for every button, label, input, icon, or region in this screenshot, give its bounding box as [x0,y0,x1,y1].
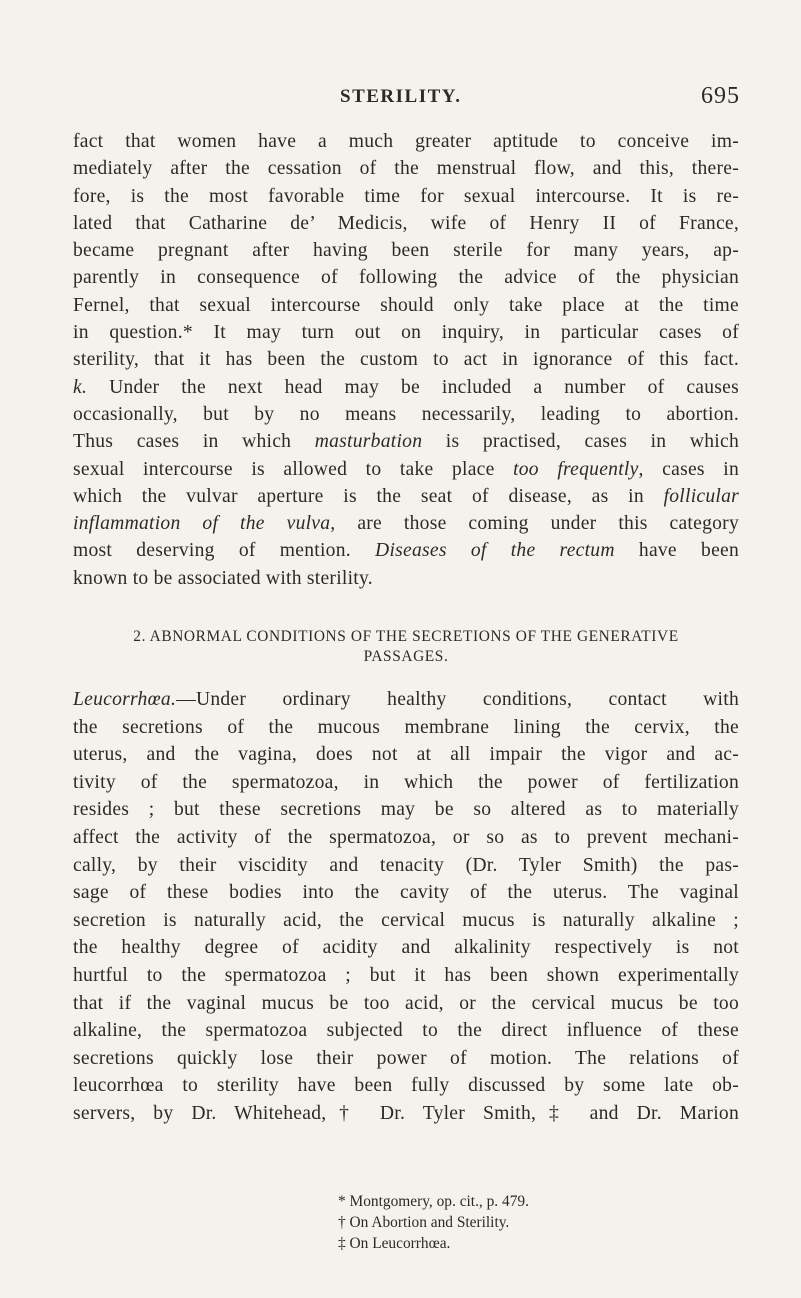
text-line [73,510,739,537]
text-fragment: —Under ordinary healthy conditions, contact with [176,689,739,710]
text-line: tivity of the spermatozoa, in which the power of fertilization [73,771,739,793]
text-fragment: Thus cases in which [73,431,315,453]
text-fragment: , are those coming under this category [330,513,739,535]
footnote-2: † On Abortion and Sterility. [338,1214,510,1231]
section-heading [73,627,739,667]
text-fragment: most deserving of mention. [73,540,376,562]
emphasis-masturbation: masturbation [314,431,423,453]
text-fragment: Under the next head may be included a number of causes [87,376,739,398]
running-title: STERILITY. [340,86,462,107]
paragraph-continuation [73,128,739,592]
emphasis-leucorrhoea: Leucorrhœa. [73,689,177,710]
text-line [73,428,739,455]
text-line: parently in consequence of following the advice of the physician [73,267,739,289]
text-line [73,456,739,483]
text-line: in question.* It may turn out on inquiry, in particular cases of [73,322,739,344]
text-line: resides ; but these secretions may be so altered as to materially [73,799,739,821]
text-line: cally, by their viscidity and tenacity (Dr. Tyler Smith) the pas- [73,854,739,876]
text-line [73,537,739,564]
footnote-3: ‡ On Leucorrhœa. [338,1235,451,1252]
text-fragment: which the vulvar aperture is the seat of disease, as in [73,485,664,507]
text-line: servers, by Dr. Whitehead,† Dr. Tyler Smith,‡ and Dr. Marion [73,1102,739,1124]
text-line: became pregnant after having been sterile for many years, ap- [73,240,739,262]
text-line: lated that Catharine de’ Medicis, wife of Henry II of France, [73,212,739,234]
text-line: the healthy degree of acidity and alkalinity respectively is not [73,937,739,959]
text-line: alkaline, the spermatozoa subjected to the direct influence of these [73,1020,739,1042]
text-line [73,483,739,510]
running-head [120,83,740,116]
text-line: occasionally, but by no means necessarily, leading to abortion. [73,403,739,425]
text-line: affect the activity of the spermatozoa, or so as to prevent mechani- [73,826,739,848]
text-fragment: sexual intercourse is allowed to take place [73,458,514,480]
text-line [73,686,739,714]
text-line: known to be associated with sterility. [73,567,373,589]
text-line: uterus, and the vagina, does not at all impair the vigor and ac- [73,744,739,766]
text-line: secretion is naturally acid, the cervical mucus is naturally alkaline ; [73,909,739,931]
text-line: sterility, that it has been the custom to act in ignorance of this fact. [73,349,739,371]
emphasis-diseases-rectum: Diseases of the rectum [375,540,615,562]
list-marker-k: k. [73,376,88,398]
text-line: mediately after the cessation of the menstrual flow, and this, there- [73,158,739,180]
page-number: 695 [701,83,740,109]
footnote-1: * Montgomery, op. cit., p. 479. [338,1193,529,1210]
emphasis-inflammation: inflammation of the vulva [73,513,331,535]
text-fragment: have been [614,540,740,562]
emphasis-follicular: follicular [663,485,739,507]
paragraph-leucorrhoea [73,686,739,1128]
section-heading-line: PASSAGES. [363,648,449,665]
text-line [73,374,739,401]
text-line: fact that women have a much greater aptitude to conceive im- [73,131,739,152]
text-line: hurtful to the spermatozoa ; but it has been shown experimentally [73,964,739,986]
text-fragment: , cases in [638,458,739,480]
text-line: leucorrhœa to sterility have been fully discussed by some late ob- [73,1075,739,1097]
text-line: the secretions of the mucous membrane lining the cervix, the [73,716,739,738]
text-line: secretions quickly lose their power of motion. The relations of [73,1047,739,1069]
text-line: Fernel, that sexual intercourse should only take place at the time [73,294,739,316]
section-heading-line: 2. ABNORMAL CONDITIONS OF THE SECRETIONS OF THE GENERATIVE [133,628,679,645]
text-line: fore, is the most favorable time for sexual intercourse. It is re- [73,185,739,207]
text-line: sage of these bodies into the cavity of the uterus. The vaginal [73,882,739,904]
emphasis-too-frequently: too frequently [513,458,639,480]
text-fragment: is practised, cases in which [422,431,739,453]
text-line: that if the vaginal mucus be too acid, or the cervical mucus be too [73,992,739,1014]
